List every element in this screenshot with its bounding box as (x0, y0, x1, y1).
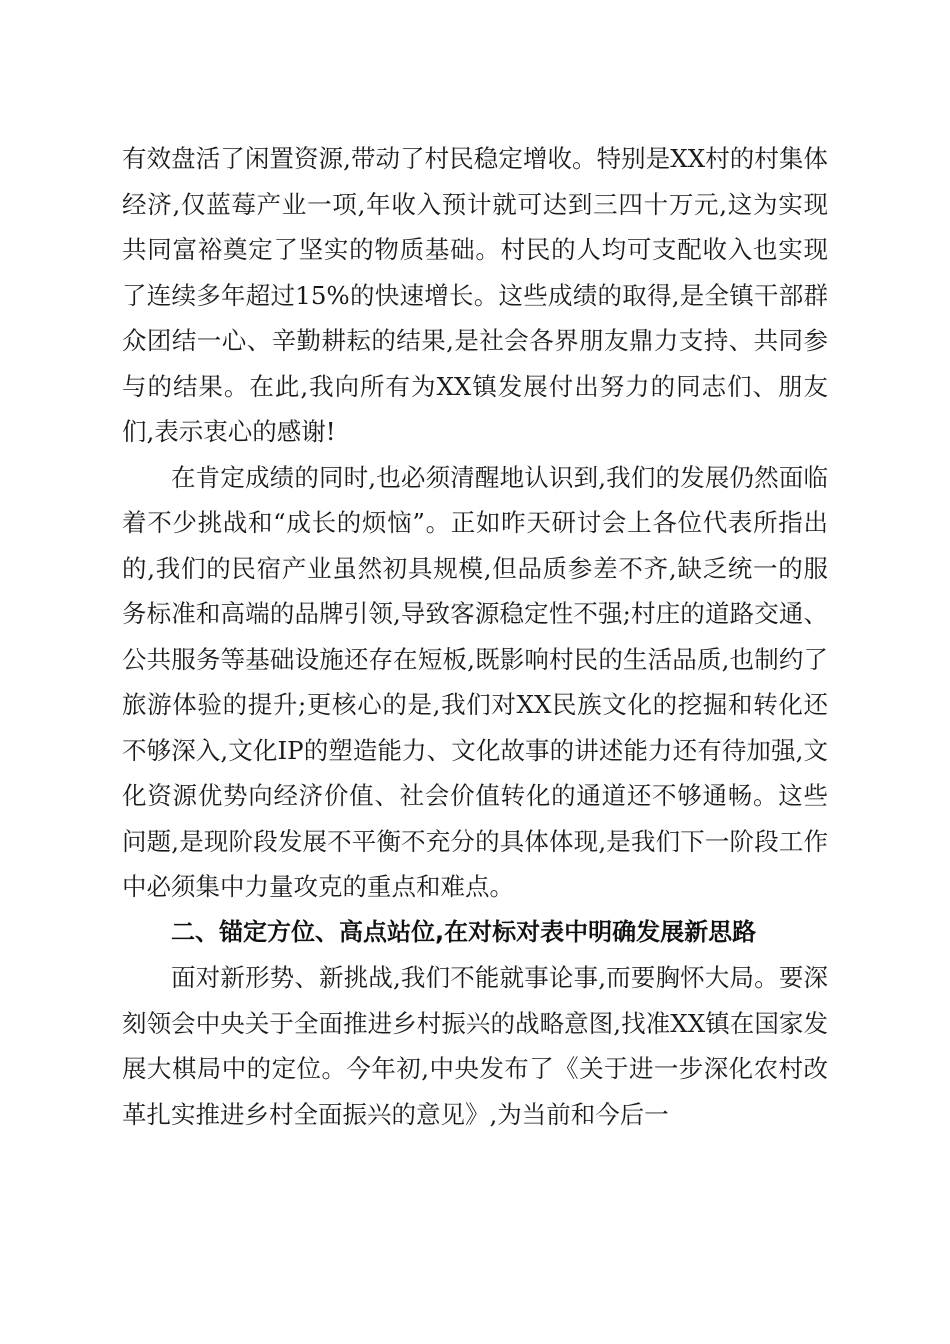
document-body (122, 136, 828, 1137)
paragraph-achievements: 有效盘活了闲置资源,带动了村民稳定增收。特别是XX村的村集体经济,仅蓝莓产业一项,年收入预计就可达到三四十万元,这为实现共同富裕奠定了坚实的物质基础。村民的人均可支配收入也实现了连续多年超过15%的快速增长。这些成绩的取得,是全镇干部群众团结一心、辛勤耕耘的结果,是社会各界朋友鼎力支持、共同参与的结果。在此,我向所有为XX镇发展付出努力的同志们、朋友们,表示衷心的感谢! (122, 144, 828, 446)
section-heading: 二、锚定方位、高点站位,在对标对表中明确发展新思路 (171, 917, 757, 946)
paragraph-new-thinking: 面对新形势、新挑战,我们不能就事论事,而要胸怀大局。要深刻领会中央关于全面推进乡村振兴的战略意图,找准XX镇在国家发展大棋局中的定位。今年初,中央发布了《关于进一步深化农村改革扎实推进乡村全面振兴的意见》,为当前和今后一 (122, 963, 828, 1129)
paragraph-challenges: 在肯定成绩的同时,也必须清醒地认识到,我们的发展仍然面临着不少挑战和“成长的烦恼”。正如昨天研讨会上各位代表所指出的,我们的民宿产业虽然初具规模,但品质参差不齐,缺乏统一的服务标准和高端的品牌引领,导致客源稳定性不强;村庄的道路交通、公共服务等基础设施还存在短板,既影响村民的生活品质,也制约了旅游体验的提升;更核心的是,我们对XX民族文化的挖掘和转化还不够深入,文化IP的塑造能力、文化故事的讲述能力还有待加强,文化资源优势向经济价值、社会价值转化的通道还不够通畅。这些问题,是现阶段发展不平衡不充分的具体体现,是我们下一阶段工作中必须集中力量攻克的重点和难点。 (122, 462, 828, 901)
